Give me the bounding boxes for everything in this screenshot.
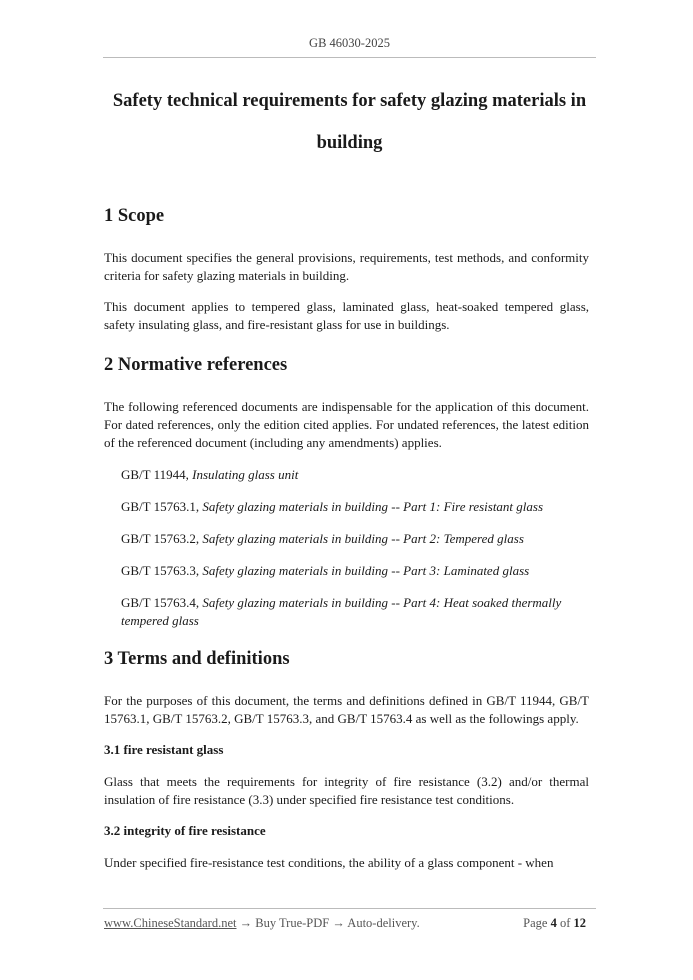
website-link[interactable]: www.ChineseStandard.net	[104, 916, 237, 930]
reference-item	[104, 562, 589, 580]
page-indicator	[523, 916, 586, 931]
running-header: GB 46030-2025	[309, 36, 390, 50]
footer-divider	[103, 908, 596, 909]
reference-item	[104, 466, 589, 484]
title-line-1: Safety technical requirements for safety glazing materials in	[112, 91, 587, 111]
scope-paragraph-2: This document applies to tempered glass, laminated glass, heat-soaked tempered glass, safety insulating glass, and fire-resistant glass for use in buildings.	[104, 299, 589, 332]
reference-code: GB/T 15763.4,	[121, 595, 203, 610]
scope-paragraph-1: This document specifies the general provisions, requirements, test methods, and conformity criteria for safety glazing materials in building.	[104, 250, 589, 283]
reference-title: Safety glazing materials in building -- Part 3: Laminated glass	[202, 563, 530, 578]
page-label: Page	[523, 916, 548, 930]
reference-title: Safety glazing materials in building -- Part 4: Heat soaked thermally tempered glass	[121, 595, 562, 628]
term-3-2-definition: Under specified fire-resistance test conditions, the ability of a glass component - when	[104, 855, 554, 870]
term-3-1-definition: Glass that meets the requirements for integrity of fire resistance (3.2) and/or thermal insulation of fire resistance (3.3) under specified fire resistance test conditions.	[104, 774, 589, 807]
term-3-1-heading: 3.1 fire resistant glass	[104, 742, 224, 757]
footer-delivery-text: → Auto-delivery.	[332, 916, 420, 930]
footer-promo	[104, 916, 420, 931]
of-label: of	[559, 916, 571, 930]
normative-intro: The following referenced documents are indispensable for the application of this document. For dated references, only the edition cited applies. For undated references, the latest edition of the referenced document (including any amendments) applies.	[104, 399, 589, 450]
section-2-heading: 2 Normative references	[104, 355, 288, 375]
reference-item	[104, 530, 589, 548]
reference-code: GB/T 15763.2,	[121, 531, 203, 546]
section-1-heading: 1 Scope	[104, 206, 165, 226]
reference-title: Safety glazing materials in building -- Part 2: Tempered glass	[202, 531, 524, 546]
terms-intro: For the purposes of this document, the terms and definitions defined in GB/T 11944, GB/T 15763.1, GB/T 15763.2, GB/T 15763.3, and GB/T 15763.4 as well as the followings apply.	[104, 693, 589, 726]
total-pages: 12	[573, 916, 586, 930]
reference-title: Safety glazing materials in building -- Part 1: Fire resistant glass	[202, 499, 544, 514]
reference-item	[104, 594, 589, 630]
document-body	[104, 200, 589, 872]
footer-buy-text: → Buy True-PDF	[236, 916, 333, 930]
header-divider	[103, 57, 596, 58]
title-line-2: building	[316, 133, 383, 153]
reference-item	[104, 498, 589, 516]
reference-title: Insulating glass unit	[192, 467, 299, 482]
reference-code: GB/T 15763.3,	[121, 563, 203, 578]
term-3-2-heading: 3.2 integrity of fire resistance	[104, 823, 266, 838]
document-title	[103, 80, 596, 164]
reference-code: GB/T 11944,	[121, 467, 193, 482]
current-page-number: 4	[550, 916, 557, 930]
section-3-heading: 3 Terms and definitions	[104, 649, 290, 669]
reference-code: GB/T 15763.1,	[121, 499, 203, 514]
page-footer	[104, 916, 586, 931]
